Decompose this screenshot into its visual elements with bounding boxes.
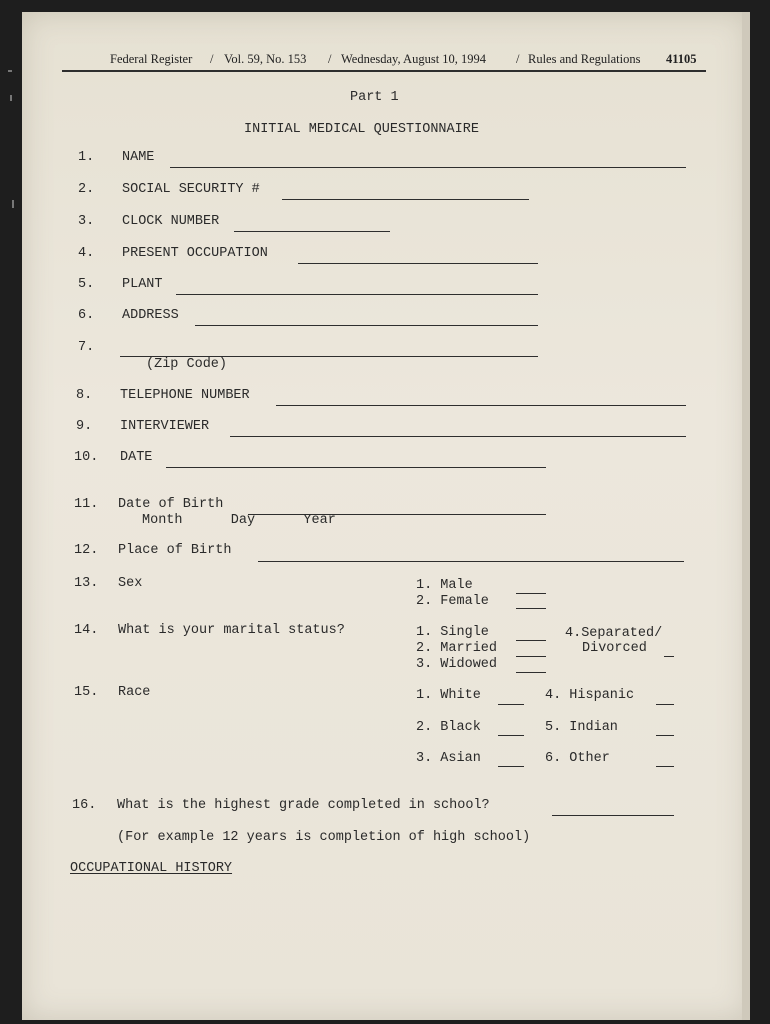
marital-option-divorced: Divorced [582, 641, 647, 656]
telephone-field[interactable] [276, 405, 686, 406]
plant-field[interactable] [176, 294, 538, 295]
plant-label: PLANT [122, 277, 163, 292]
race-option-black: 2. Black [416, 720, 481, 735]
part-title: Part 1 [350, 90, 399, 105]
marital-status-label: What is your marital status? [118, 623, 345, 638]
ssn-field[interactable] [282, 199, 529, 200]
header-page-number: 41105 [666, 52, 697, 66]
item-number: 2. [78, 182, 95, 197]
item-number: 16. [72, 798, 97, 813]
item-number: 11. [74, 497, 99, 512]
telephone-label: TELEPHONE NUMBER [120, 388, 250, 403]
education-field[interactable] [552, 815, 674, 816]
race-asian-blank[interactable] [498, 766, 524, 767]
place-of-birth-label: Place of Birth [118, 543, 232, 558]
race-other-blank[interactable] [656, 766, 674, 767]
margin-mark [12, 200, 14, 208]
race-indian-blank[interactable] [656, 735, 674, 736]
occupation-label: PRESENT OCCUPATION [122, 246, 268, 261]
sex-male-blank[interactable] [516, 593, 546, 594]
sex-label: Sex [118, 576, 143, 591]
clock-number-field[interactable] [234, 231, 390, 232]
dob-label: Date of Birth [118, 497, 224, 512]
interviewer-label: INTERVIEWER [120, 419, 210, 434]
race-option-other: 6. Other [545, 751, 610, 766]
item-number: 8. [76, 388, 93, 403]
date-field[interactable] [166, 467, 546, 468]
header-date: Wednesday, August 10, 1994 [341, 52, 487, 66]
race-white-blank[interactable] [498, 704, 524, 705]
name-field[interactable] [170, 167, 686, 168]
item-number: 4. [78, 246, 95, 261]
dob-sublabel: Month Day Year [142, 513, 336, 528]
header-journal: Federal Register [110, 52, 193, 66]
item-number: 5. [78, 277, 95, 292]
zip-code-label: (Zip Code) [146, 357, 228, 372]
sex-option-female: 2. Female [416, 594, 489, 609]
education-label: What is the highest grade completed in school? [117, 798, 490, 813]
race-option-white: 1. White [416, 688, 481, 703]
interviewer-field[interactable] [230, 436, 686, 437]
marital-option-single: 1. Single [416, 625, 489, 640]
marital-option-married: 2. Married [416, 641, 498, 656]
item-number: 7. [78, 340, 95, 355]
education-example: (For example 12 years is completion of high school) [117, 830, 531, 845]
header-sep-1: / [210, 52, 214, 66]
marital-married-blank[interactable] [516, 656, 546, 657]
occupation-field[interactable] [298, 263, 538, 264]
item-number: 10. [74, 450, 99, 465]
header-sep-2: / [328, 52, 332, 66]
marital-widowed-blank[interactable] [516, 672, 546, 673]
marital-option-widowed: 3. Widowed [416, 657, 498, 672]
margin-mark [8, 70, 12, 72]
item-number: 6. [78, 308, 95, 323]
item-number: 12. [74, 543, 99, 558]
item-number: 9. [76, 419, 93, 434]
address-field[interactable] [195, 325, 538, 326]
page-edge [742, 12, 750, 1020]
race-option-indian: 5. Indian [545, 720, 618, 735]
marital-single-blank[interactable] [516, 640, 546, 641]
sex-option-male: 1. Male [416, 578, 473, 593]
item-number: 13. [74, 576, 99, 591]
clock-number-label: CLOCK NUMBER [122, 214, 220, 229]
item-number: 15. [74, 685, 99, 700]
date-label: DATE [120, 450, 153, 465]
name-label: NAME [122, 150, 155, 165]
place-of-birth-field[interactable] [258, 561, 684, 562]
margin-mark [10, 95, 12, 101]
address-label: ADDRESS [122, 308, 179, 323]
race-hispanic-blank[interactable] [656, 704, 674, 705]
race-black-blank[interactable] [498, 735, 524, 736]
race-option-asian: 3. Asian [416, 751, 481, 766]
item-number: 3. [78, 214, 95, 229]
header-rule [62, 70, 706, 72]
item-number: 14. [74, 623, 99, 638]
header-volume: Vol. 59, No. 153 [224, 52, 307, 66]
item-number: 1. [78, 150, 95, 165]
marital-separated-blank[interactable] [664, 656, 674, 657]
sex-female-blank[interactable] [516, 608, 546, 609]
section-heading: OCCUPATIONAL HISTORY [70, 861, 233, 876]
race-option-hispanic: 4. Hispanic [545, 688, 635, 703]
marital-option-separated: 4.Separated/ [565, 626, 663, 641]
header-section: Rules and Regulations [528, 52, 641, 66]
ssn-label: SOCIAL SECURITY # [122, 182, 260, 197]
header-sep-3: / [516, 52, 520, 66]
form-title: INITIAL MEDICAL QUESTIONNAIRE [244, 122, 479, 137]
race-label: Race [118, 685, 151, 700]
